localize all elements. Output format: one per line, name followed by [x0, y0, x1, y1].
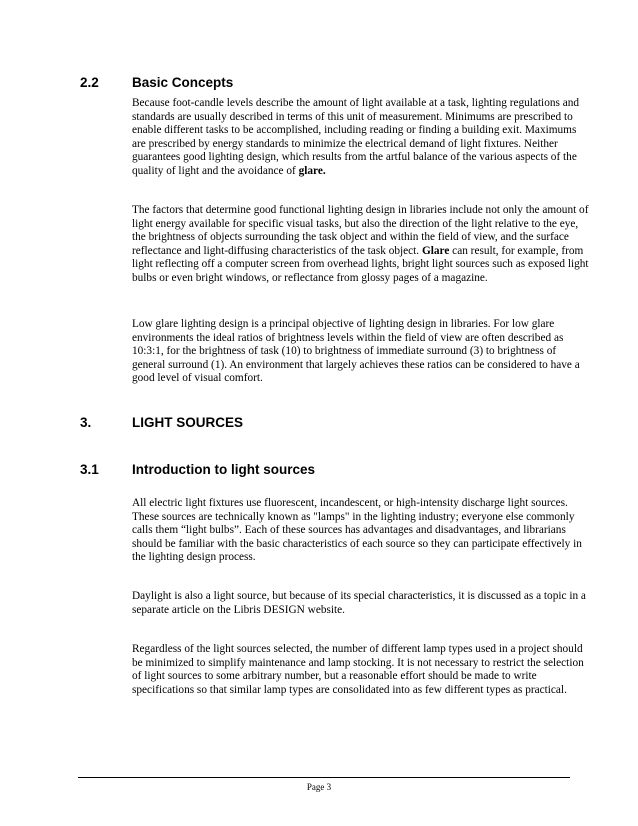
paragraph [132, 590, 590, 617]
paragraph-text: Regardless of the light sources selected, the number of different lamp types used in a project should be minimized to simplify maintenance and lamp stocking. It is not necessary to restrict the selection of light sources to some arbitrary number, but a reasonable effort should be made to write specifications so that similar lamp types are consolidated into as few different types as practical. [132, 643, 584, 696]
paragraph [132, 318, 590, 386]
paragraph-text: Low glare lighting design is a principal objective of lighting design in libraries. For low glare environments the ideal ratios of brightness levels within the field of view are often described as 10:3:1, for the brightness of task (10) to brightness of immediate surround (3) to brightness of general surround (1). An environment that largely achieves these ratios can be considered to have a good level of visual comfort. [132, 318, 580, 385]
page-number: Page 3 [306, 782, 332, 792]
section-title: Introduction to light sources [132, 462, 315, 477]
paragraph-text: can result, for example, from light reflecting off a computer screen from overhead lights, bright light sources such as exposed light bulbs or even bright windows, or reflectance from glossy pages of a magazine. [132, 244, 589, 284]
paragraph-text: All electric light fixtures use fluorescent, incandescent, or high-intensity discharge light sources. These sources are technically known as "lamps" in the lighting industry; everyone else commonly calls them “light bulbs”. Each of these sources has advantages and disadvantages, and librarians should be familiar with the basic characteristics of each source so they can participate effectively in the lighting design process. [132, 497, 582, 564]
paragraph-text: The factors that determine good functional lighting design in libraries include not only the amount of light energy available for specific visual tasks, but also the direction of the light relative to the eye, the brightness of objects surrounding the task object and within the field of view, and the surface reflectance and light-diffusing characteristics of the task object. [132, 204, 589, 257]
paragraph [132, 97, 590, 179]
paragraph [132, 204, 590, 286]
paragraph [132, 643, 590, 697]
paragraph-text: Daylight is also a light source, but because of its special characteristics, it is discussed as a topic in a separate article on the Libris DESIGN website. [132, 590, 586, 616]
bold-term: Glare [421, 244, 450, 257]
section-number: 3.1 [80, 462, 99, 477]
section-title: Basic Concepts [132, 75, 234, 90]
bold-term: glare. [298, 164, 326, 177]
section-number: 2.2 [80, 75, 99, 90]
section-number: 3. [80, 415, 92, 430]
paragraph-text: Because foot-candle levels describe the amount of light available at a task, lighting regulations and standards are usually described in terms of this unit of measurement. Minimums are prescribed to enable different tasks to be accomplished, including reading or finding a building exit. Maximums are prescribed by energy standards to minimize the electrical demand of light fixtures. Neither guarantees good lighting design, which results from the artful balance of the various aspects of the quality of light and the avoidance of [132, 97, 580, 177]
footer-divider [78, 777, 570, 778]
section-title: LIGHT SOURCES [132, 415, 244, 430]
paragraph [132, 497, 590, 565]
